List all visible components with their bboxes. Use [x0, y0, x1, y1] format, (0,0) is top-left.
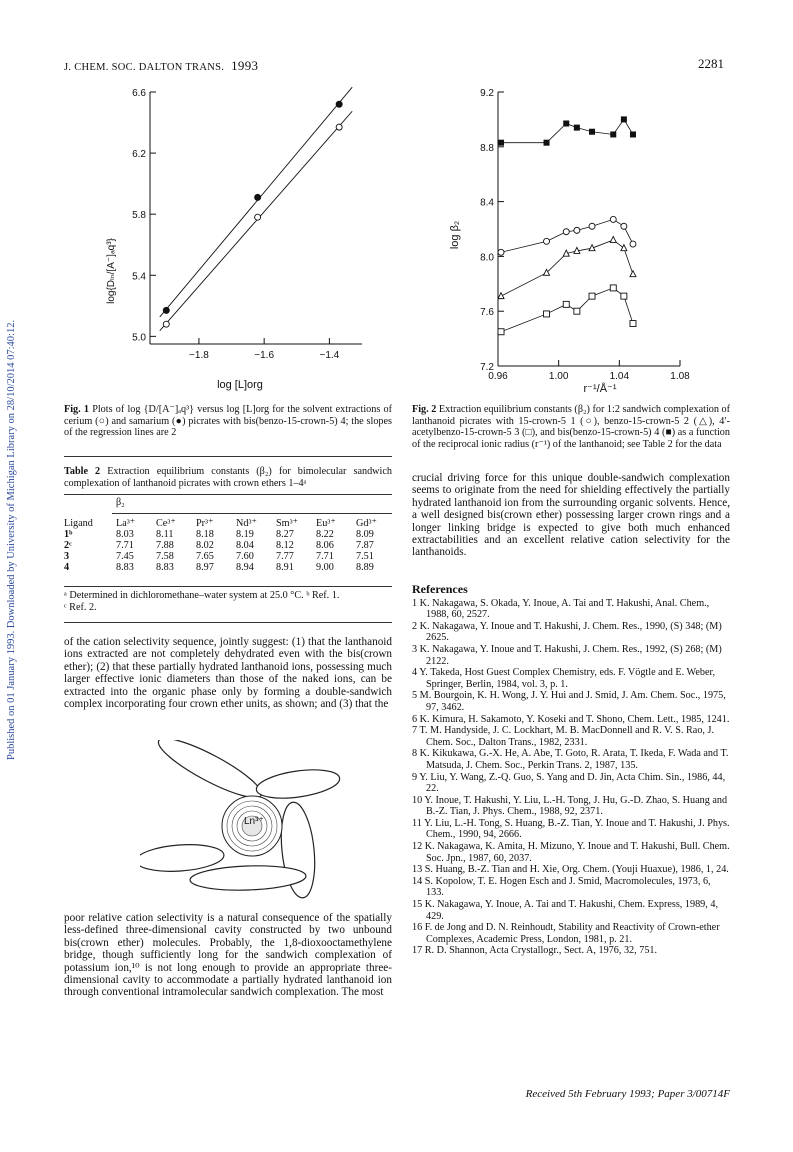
fig2-point [498, 293, 504, 299]
fig1-point [255, 194, 261, 200]
table2-row [64, 562, 396, 573]
table2-cell: 8.83 [116, 562, 134, 573]
table2-header-cell: La³⁺ [116, 518, 136, 529]
journal-name: J. CHEM. SOC. DALTON TRANS. [64, 62, 225, 73]
fig2-point [621, 116, 627, 122]
table2-cell: 7.71 [316, 551, 334, 562]
fig2-point [630, 241, 636, 247]
table2-cell: 7.88 [156, 540, 174, 551]
crown-ring-upper-right [255, 765, 342, 802]
table2-cell: 8.04 [236, 540, 254, 551]
fig2-point [544, 238, 550, 244]
table2-title-label: Table 2 [64, 466, 101, 477]
table2-footnotes [64, 590, 392, 613]
table2-row [64, 551, 396, 562]
table2-cell: 8.22 [316, 529, 334, 540]
fig1-ylabel: log{Dₗₙ/[A⁻]ₐq³} [106, 238, 117, 304]
fig2-point [563, 229, 569, 235]
reference-item: 14 S. Kopolow, T. E. Hogen Esch and J. Smid, Macromolecules, 1973, 6, 133. [412, 875, 711, 899]
table2-cell: 8.89 [356, 562, 374, 573]
fig2-xlabel: r⁻¹/Å⁻¹ [583, 383, 617, 395]
table2-cell: 8.02 [196, 540, 214, 551]
fig1-marks [160, 87, 352, 330]
table2-row [64, 540, 396, 551]
references-heading: References [412, 582, 468, 596]
fig2-axes [480, 88, 690, 382]
table2-header-cell: Ligand [64, 518, 93, 529]
fig1-point [336, 124, 342, 130]
reference-item: 3 K. Nakagawa, Y. Inoue and T. Hakushi, J. Chem. Res., 1992, (S) 268; (M) 2122. [412, 643, 722, 667]
reference-item: 15 K. Nakagawa, Y. Inoue, A. Tai and T. Hakushi, Chem. Express, 1989, 4, 429. [412, 899, 718, 922]
fig1-xtick-label: −1.4 [319, 350, 340, 361]
table2-bottom-rule [64, 586, 392, 587]
crown-ring-bottom [190, 864, 307, 892]
table2-header-cell: Ce³⁺ [156, 518, 176, 529]
fig2-caption-text: Extraction equilibrium constants (β₂) for 1:2 sandwich complexation of lanthanoid picrates with 15-crown-5 1 (○), benzo-15-crown-5 2 (△), 4′-acetylbenzo-15-crown-5 3 (□), and bis(benzo-15-crown-5) 4 (■) as a function of the reciprocal ionic radius (r⁻¹) of the lanthanoid; see Table 2 for the data [412, 404, 731, 450]
fig2-xtick-label: 0.96 [488, 371, 508, 382]
table2-title-text: Extraction equilibrium constants (β₂) for bimolecular sandwich complexation of lanthanoid picrates with crown ethers 1–4ᵃ [64, 466, 392, 489]
table2-grid [64, 518, 396, 573]
fig2-ytick-label: 8.4 [480, 197, 494, 209]
fig2-point [498, 249, 504, 255]
fig2-caption-label: Fig. 2 [412, 404, 437, 415]
fig2-ytick-label: 7.2 [480, 362, 494, 373]
table2-header-cell: Sm³⁺ [276, 518, 299, 529]
download-watermark-text: Published on 01 January 1993. Downloaded by University of Michigan Library on 28/10/2014 07:40:12. [6, 319, 17, 760]
reference-item: 8 K. Kikukawa, G.-X. He, A. Abe, T. Goto, R. Arata, T. Ikeda, F. Wada and T. Matsuda, J. Chem. Soc., Perkin Trans. 2, 1987, 135. [412, 748, 729, 771]
fig2-point [621, 293, 627, 299]
fig2-point [589, 129, 595, 135]
fig2-point [610, 216, 616, 222]
fig1-chart [100, 82, 390, 402]
reference-item: 9 Y. Liu, Y. Wang, Z.-Q. Guo, S. Yang and D. Jin, Acta Chim. Sin., 1986, 44, 22. [412, 771, 726, 795]
fig2-point [589, 223, 595, 229]
hydrated-ion [222, 796, 282, 856]
table2-span-rule [112, 513, 392, 514]
table2-cell: 8.94 [236, 562, 254, 573]
fig2-point [630, 271, 636, 277]
fig2-point [498, 140, 504, 146]
table2-cell: 8.09 [356, 529, 374, 540]
page-number: 2281 [698, 56, 724, 71]
reference-item: 6 K. Kimura, H. Sakamoto, Y. Koseki and T. Shono, Chem. Lett., 1985, 1241. [412, 713, 730, 725]
fig2-point [621, 223, 627, 229]
fig2-point [630, 321, 636, 327]
fig1-xtick-label: −1.8 [189, 350, 209, 361]
download-watermark [6, 240, 20, 760]
reference-item: 1 K. Nakagawa, S. Okada, Y. Inoue, A. Tai and T. Hakushi, Anal. Chem., 1988, 60, 2527. [412, 597, 710, 621]
fig2-point [589, 293, 595, 299]
fig1-ytick-label: 5.4 [132, 271, 146, 283]
fig2-xtick-label: 1.04 [609, 371, 630, 382]
fig2-point [498, 329, 504, 335]
table2-header-cell: Pr³⁺ [196, 518, 214, 529]
table2-cell: 8.19 [236, 529, 254, 540]
table2-cell: 8.27 [276, 529, 294, 540]
fig1-point [255, 214, 261, 220]
fig2-point [574, 308, 580, 314]
fig1-ytick-label: 5.8 [132, 210, 146, 222]
fig1-ytick-label: 6.6 [132, 88, 146, 99]
fig2-series-line [501, 288, 633, 332]
table2-header-cell: Eu³⁺ [316, 518, 336, 529]
right-paragraph: crucial driving force for this unique double-sandwich complexation seems to originate from the need for shielding effectively the partially hydrated lanthanoid ion from the surrounding organic solvents. Hence, a well designed bis(crown ether) possessing larger crown rings and a longer linking bridge is expected to give both much enhanced extractabilities and an excellent relative cation selectivity for the lanthanoids. [412, 472, 730, 559]
fig2-point [621, 245, 627, 251]
table2-footnote-a: ᵃ Determined in dichloromethane–water system at 25.0 °C. ᵇ Ref. 1. [64, 590, 340, 601]
fig2-point [544, 311, 550, 317]
fig1-caption-label: Fig. 1 [64, 404, 89, 415]
table2-row [64, 529, 396, 540]
fig2-ytick-label: 7.6 [480, 307, 494, 319]
divider [64, 456, 392, 457]
table2-cell: 8.18 [196, 529, 214, 540]
reference-item: 5 M. Bourgoin, K. H. Wong, J. Y. Hui and J. Smid, J. Am. Chem. Soc., 1975, 97, 3462. [412, 690, 726, 713]
fig2-point [610, 236, 616, 242]
reference-item: 12 K. Nakagawa, K. Amita, H. Mizuno, Y. Inoue and T. Hakushi, Bull. Chem. Soc. Jpn., 1987, 60, 2037. [412, 841, 730, 864]
table2-footnote-c: ᶜ Ref. 2. [64, 601, 97, 613]
table2-end-rule [64, 622, 392, 623]
table2-cell: 7.58 [156, 551, 174, 562]
table2-cell: 1ᵇ [64, 529, 73, 540]
running-header [64, 58, 258, 74]
reference-item: 2 K. Nakagawa, Y. Inoue and T. Hakushi, J. Chem. Res., 1990, (S) 348; (M) 2625. [412, 620, 722, 644]
table2-cell: 7.71 [116, 540, 134, 551]
fig1-axes [132, 88, 362, 361]
fig1-point [336, 101, 342, 107]
fig2-ytick-label: 9.2 [480, 88, 494, 99]
fig2-xtick-label: 1.00 [548, 371, 569, 382]
fig2-point [544, 140, 550, 146]
fig2-point [610, 285, 616, 291]
fig2-ytick-label: 8.0 [480, 252, 494, 264]
table2-cell: 4 [64, 562, 70, 573]
fig1-point [163, 321, 169, 327]
received-note: Received 5th February 1993; Paper 3/00714F [525, 1088, 730, 1100]
reference-list [412, 598, 730, 957]
reference-item: 13 S. Huang, B.-Z. Tian and H. Xie, Org. Chem. (Youji Huaxue), 1986, 1, 24. [412, 864, 729, 876]
fig1-regression-line [160, 111, 352, 330]
fig1-xlabel: log [L]org [217, 379, 263, 391]
reference-item: 4 Y. Takeda, Host Guest Complex Chemistry, eds. F. Vögtle and E. Weber, Springer, Berlin, 1984, vol. 3, p. 1. [412, 667, 716, 690]
table2-cell: 7.45 [116, 551, 134, 562]
table2-cell: 8.12 [276, 540, 294, 551]
table2-beta-label: β₂ [116, 497, 125, 508]
fig2-point [610, 131, 616, 137]
table2-cell: 8.06 [316, 540, 334, 551]
fig1-regression-line [160, 87, 352, 317]
table2-cell: 8.03 [116, 529, 134, 540]
fig2-point [563, 121, 569, 127]
double-sandwich-scheme [140, 740, 360, 900]
fig1-point [163, 307, 169, 313]
ion-label: Ln³⁺ [244, 816, 264, 827]
fig2-marks [498, 116, 636, 334]
references [412, 584, 730, 957]
table2-cell: 7.77 [276, 551, 294, 562]
table2-cell: 8.97 [196, 562, 214, 573]
fig2-ylabel: log β₂ [449, 220, 461, 250]
fig2-caption [412, 404, 730, 450]
table2-cell: 7.65 [196, 551, 214, 562]
table2-cell: 8.83 [156, 562, 174, 573]
fig1-xtick-label: −1.6 [254, 350, 275, 361]
fig2-xtick-label: 1.08 [670, 371, 690, 382]
table2-cell: 8.91 [276, 562, 294, 573]
table2-title [64, 466, 392, 489]
table2-cell: 7.87 [356, 540, 374, 551]
fig2-point [574, 125, 580, 131]
fig2-point [563, 301, 569, 307]
table2-cell: 2ᶜ [64, 540, 72, 551]
fig1-ytick-label: 5.0 [132, 332, 146, 344]
fig2-point [574, 227, 580, 233]
table2-cell: 8.11 [156, 529, 174, 540]
fig1-caption-text: Plots of log {D/[A⁻]ₐq³} versus log [L]org for the solvent extractions of cerium (○) and samarium (●) picrates with bis(benzo-15-crown-5) 4; the slopes of the regression lines are 2 [64, 404, 392, 439]
table2-cell: 7.60 [236, 551, 254, 562]
reference-item: 10 Y. Inoue, T. Hakushi, Y. Liu, L.-H. Tong, J. Hu, G.-D. Zhao, S. Huang and B.-Z. Tian, J. Phys. Chem., 1988, 92, 2371. [412, 794, 728, 818]
fig2-point [630, 131, 636, 137]
table2-header-row [64, 518, 396, 529]
fig1-ytick-label: 6.2 [132, 149, 146, 161]
table2-header-cell: Gd³⁺ [356, 518, 377, 529]
table2-top-rule [64, 494, 392, 495]
fig2-ytick-label: 8.8 [480, 142, 494, 154]
table2-cell: 3 [64, 551, 70, 562]
reference-item: 17 R. D. Shannon, Acta Crystallogr., Sect. A, 1976, 32, 751. [412, 945, 658, 957]
left-paragraph-1: of the cation selectivity sequence, jointly suggest: (1) that the lanthanoid ions extracted are not completely dehydrated even with the bis(crown ether); (2) that these partially hydrated lanthanoid ions, possessing much larger effective ionic diameters than those of the naked ions, can be extracted into the organic phase only by forming a double-sandwich complex incorporating four crown ether units, as shown; and (3) that the [64, 636, 392, 711]
table2-header-cell: Nd³⁺ [236, 518, 257, 529]
reference-item: 7 T. M. Handyside, J. C. Lockhart, M. B. MacDonnell and R. V. S. Rao, J. Chem. Soc., Dalton Trans., 1982, 2331. [412, 725, 715, 748]
fig1-caption [64, 404, 392, 439]
journal-year: 1993 [231, 58, 259, 73]
reference-item: 11 Y. Liu, L.-H. Tong, S. Huang, B.-Z. Tian, Y. Inoue and T. Hakushi, J. Phys. Chem., 1990, 94, 2666. [412, 817, 730, 841]
reference-item: 16 F. de Jong and D. N. Reinhoudt, Stability and Reactivity of Crown-ether Complexes, Academic Press, London, 1981, p. 21. [412, 922, 720, 945]
fig2-chart [440, 80, 700, 400]
table2-cell: 7.51 [356, 551, 374, 562]
left-paragraph-2: poor relative cation selectivity is a natural consequence of the spatially less-defined three-dimensional cavity constructed by two unbound bis(crown ether) molecules. Probably, the 1,8-dioxooctamethylene bridge, though sufficiently long for the sandwich complexation of potassium ion,¹⁰ is not long enough to provide an appropriate three-dimensional cavity to accommodate a partially hydrated lanthanoid ion through conventional intramolecular sandwich complexation. The most [64, 912, 392, 999]
table2 [64, 518, 396, 573]
table2-cell: 9.00 [316, 562, 334, 573]
